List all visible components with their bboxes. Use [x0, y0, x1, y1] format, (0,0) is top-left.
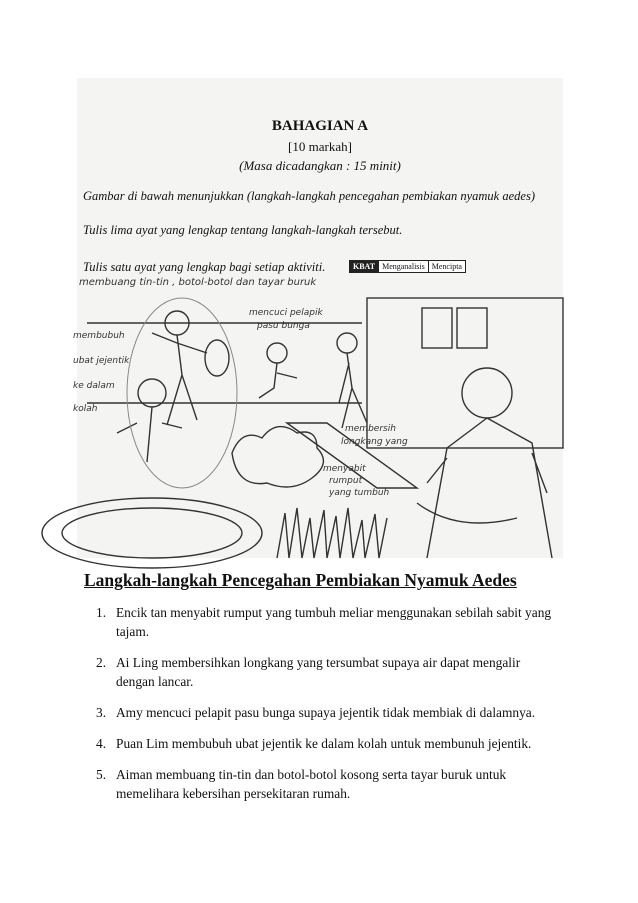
- list-item: [96, 703, 556, 722]
- page-heading: Langkah-langkah Pencegahan Pembiakan Nyamuk Aedes: [84, 570, 517, 590]
- grass: [277, 508, 387, 558]
- hw-left-1: membubuh: [73, 331, 125, 341]
- kbat-badge: [349, 260, 466, 273]
- kbat-skill-2: Mencipta: [428, 261, 465, 272]
- list-item: [96, 734, 556, 753]
- intro-text: Gambar di bawah menunjukkan (langkah-langkah pencegahan pembiakan nyamuk aedes): [83, 189, 535, 203]
- tyre-icon: [205, 340, 229, 376]
- person-amy-head: [267, 343, 287, 363]
- hw-bottom-2: rumput: [329, 476, 363, 486]
- step-number: 5.: [96, 767, 107, 782]
- hw-left-4: kolah: [73, 404, 98, 414]
- marks-label: [10 markah]: [288, 139, 352, 154]
- hw-left-3: ke dalam: [73, 381, 115, 391]
- step-text: Amy mencuci pelapit pasu bunga supaya jejentik tidak membiak di dalamnya.: [116, 705, 536, 720]
- house-wall: [367, 298, 563, 448]
- step-number: 1.: [96, 605, 107, 620]
- hw-right-1: membersih: [345, 424, 396, 434]
- step-number: 2.: [96, 655, 107, 670]
- list-item: [96, 603, 556, 641]
- hw-bottom-1: menyabit: [323, 464, 366, 474]
- person-amy-body: [259, 363, 297, 398]
- person-encik-tan-head: [462, 368, 512, 418]
- step-text: Encik tan menyabit rumput yang tumbuh meliar menggunakan sebilah sabit yang tajam.: [116, 605, 552, 639]
- hw-middle-1: mencuci pelapik: [249, 308, 323, 318]
- step-text: Aiman membuang tin-tin dan botol-botol kosong serta tayar buruk untuk memelihara kebersihan persekitaran rumah.: [116, 767, 507, 801]
- steps-list: [96, 603, 556, 815]
- list-item: [96, 653, 556, 691]
- instruction-1: Tulis lima ayat yang lengkap tentang langkah-langkah tersebut.: [83, 223, 403, 237]
- step-text: Puan Lim membubuh ubat jejentik ke dalam kolah untuk membunuh jejentik.: [116, 736, 532, 751]
- hw-middle-2: pasu bunga: [257, 321, 310, 331]
- person-encik-tan-body: [427, 418, 552, 558]
- worksheet-scan-image: [73, 78, 563, 558]
- bush: [232, 427, 323, 487]
- sickle-icon: [417, 503, 517, 523]
- kbat-label: KBAT: [350, 261, 378, 272]
- instruction-2: Tulis satu ayat yang lengkap bagi setiap aktiviti.: [83, 260, 326, 274]
- step-number: 3.: [96, 705, 107, 720]
- person-puan-lim-body: [117, 407, 182, 462]
- step-number: 4.: [96, 736, 107, 751]
- list-item: [96, 765, 556, 803]
- step-text: Ai Ling membersihkan longkang yang tersumbat supaya air dapat mengalir dengan lancar.: [116, 655, 521, 689]
- window-right: [457, 308, 487, 348]
- time-label: (Masa dicadangkan : 15 minit): [239, 158, 401, 173]
- section-title: BAHAGIAN A: [271, 118, 369, 134]
- kbat-skill-1: Menganalisis: [378, 261, 428, 272]
- hw-left-2: ubat jejentik: [73, 356, 130, 366]
- hw-top: membuang tin-tin , botol-botol dan tayar buruk: [79, 277, 317, 288]
- illustration-scene: [73, 277, 563, 558]
- person-aiman-body: [152, 333, 207, 425]
- window-left: [422, 308, 452, 348]
- person-ai-ling-head: [337, 333, 357, 353]
- person-ai-ling-body: [339, 353, 367, 428]
- hw-bottom-3: yang tumbuh: [329, 488, 390, 498]
- hw-right-2: longkang yang: [341, 437, 408, 447]
